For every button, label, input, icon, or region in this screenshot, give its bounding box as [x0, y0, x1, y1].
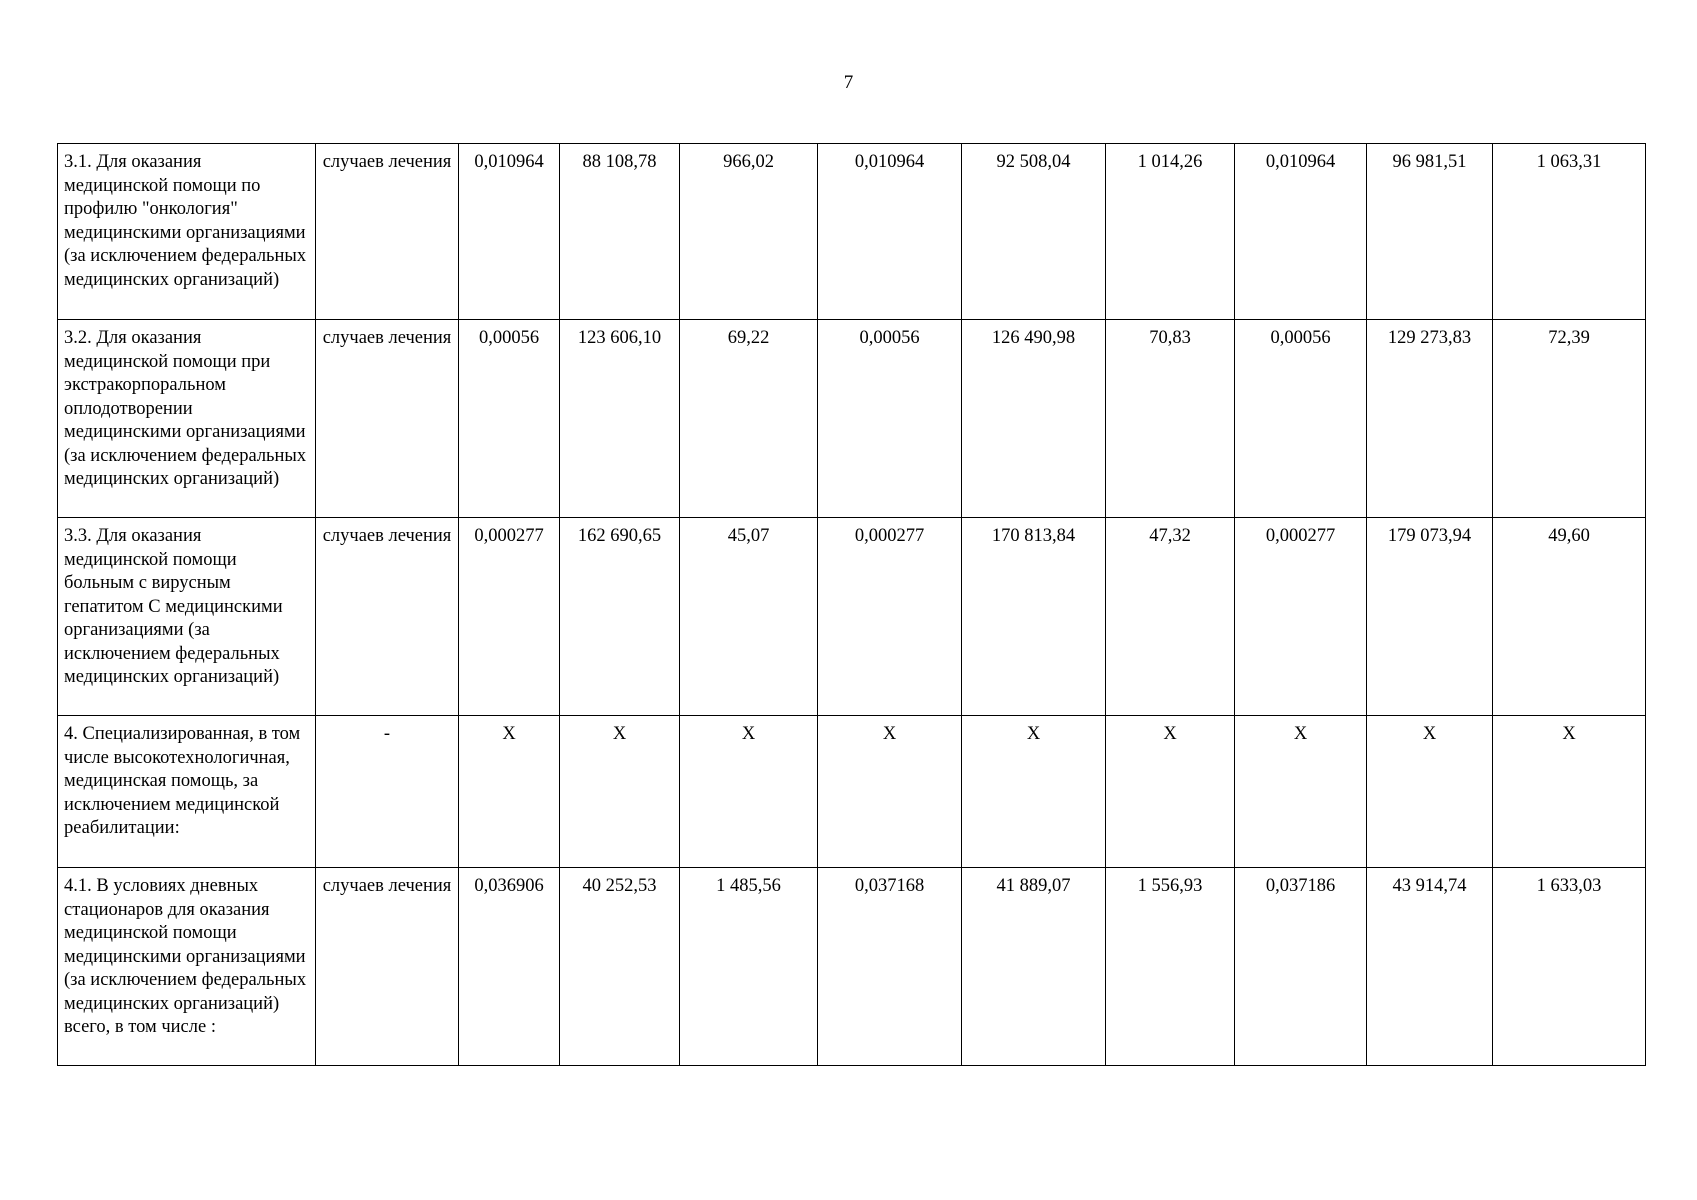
value-cell: 1 063,31	[1493, 144, 1646, 320]
value-cell: 0,000277	[459, 518, 560, 716]
value-cell: X	[1106, 716, 1235, 868]
table-row	[58, 320, 1646, 518]
value-cell: 1 556,93	[1106, 868, 1235, 1066]
value-cell: 1 633,03	[1493, 868, 1646, 1066]
value-cell: 129 273,83	[1367, 320, 1493, 518]
value-cell: 40 252,53	[560, 868, 680, 1066]
value-cell: 49,60	[1493, 518, 1646, 716]
value-cell: 0,036906	[459, 868, 560, 1066]
value-cell: 43 914,74	[1367, 868, 1493, 1066]
value-cell: X	[560, 716, 680, 868]
value-cell: 0,010964	[459, 144, 560, 320]
unit-cell: случаев лечения	[316, 320, 459, 518]
row-name-cell: 3.1. Для оказания медицинской помощи по профилю "онкология" медицинскими организациями (за исключением федеральных медицинских организаций)	[58, 144, 316, 320]
value-cell: 0,010964	[818, 144, 962, 320]
data-table	[57, 143, 1646, 1066]
value-cell: 1 014,26	[1106, 144, 1235, 320]
value-cell: 41 889,07	[962, 868, 1106, 1066]
value-cell: 0,037168	[818, 868, 962, 1066]
value-cell: 179 073,94	[1367, 518, 1493, 716]
unit-cell: случаев лечения	[316, 518, 459, 716]
unit-cell: случаев лечения	[316, 144, 459, 320]
value-cell: 47,32	[1106, 518, 1235, 716]
value-cell: 0,00056	[818, 320, 962, 518]
value-cell: X	[459, 716, 560, 868]
value-cell: X	[818, 716, 962, 868]
value-cell: 69,22	[680, 320, 818, 518]
table-row	[58, 868, 1646, 1066]
value-cell: 1 485,56	[680, 868, 818, 1066]
value-cell: 0,000277	[818, 518, 962, 716]
value-cell: 123 606,10	[560, 320, 680, 518]
row-name-cell: 3.3. Для оказания медицинской помощи больным с вирусным гепатитом С медицинскими организациями (за исключением федеральных медицинских организаций)	[58, 518, 316, 716]
value-cell: 96 981,51	[1367, 144, 1493, 320]
value-cell: 0,00056	[1235, 320, 1367, 518]
value-cell: 162 690,65	[560, 518, 680, 716]
value-cell: X	[680, 716, 818, 868]
value-cell: 0,00056	[459, 320, 560, 518]
value-cell: X	[1235, 716, 1367, 868]
value-cell: 72,39	[1493, 320, 1646, 518]
value-cell: 170 813,84	[962, 518, 1106, 716]
unit-cell: -	[316, 716, 459, 868]
table-row	[58, 716, 1646, 868]
value-cell: 70,83	[1106, 320, 1235, 518]
value-cell: X	[962, 716, 1106, 868]
value-cell: 0,010964	[1235, 144, 1367, 320]
value-cell: X	[1367, 716, 1493, 868]
value-cell: 45,07	[680, 518, 818, 716]
value-cell: X	[1493, 716, 1646, 868]
value-cell: 126 490,98	[962, 320, 1106, 518]
row-name-cell: 4. Специализированная, в том числе высокотехнологичная, медицинская помощь, за исключением медицинской реабилитации:	[58, 716, 316, 868]
value-cell: 966,02	[680, 144, 818, 320]
value-cell: 92 508,04	[962, 144, 1106, 320]
unit-cell: случаев лечения	[316, 868, 459, 1066]
row-name-cell: 3.2. Для оказания медицинской помощи при экстракорпоральном оплодотворении медицинскими организациями (за исключением федеральных медицинских организаций)	[58, 320, 316, 518]
value-cell: 88 108,78	[560, 144, 680, 320]
table-row	[58, 144, 1646, 320]
page-number: 7	[843, 72, 854, 93]
value-cell: 0,000277	[1235, 518, 1367, 716]
row-name-cell: 4.1. В условиях дневных стационаров для оказания медицинской помощи медицинскими организациями (за исключением федеральных медицинских организаций) всего, в том числе :	[58, 868, 316, 1066]
value-cell: 0,037186	[1235, 868, 1367, 1066]
table-row	[58, 518, 1646, 716]
